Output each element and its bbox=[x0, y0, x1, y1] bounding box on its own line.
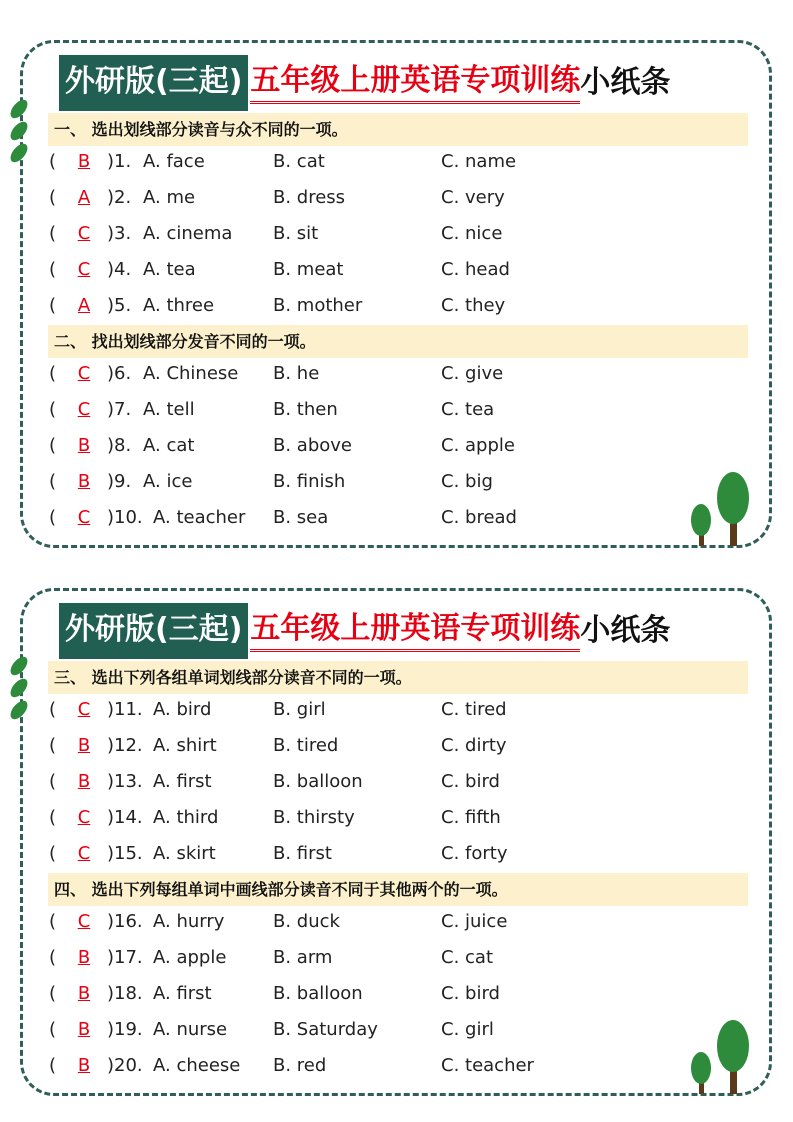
worksheet-card-2 bbox=[20, 588, 772, 1096]
option-b: B. thirsty bbox=[273, 807, 355, 828]
question-number: )15. bbox=[107, 843, 143, 864]
question-number: )3. bbox=[107, 223, 132, 244]
paren: ( bbox=[49, 1019, 57, 1040]
answer: B bbox=[77, 1019, 91, 1040]
option-c: C. cat bbox=[441, 947, 493, 968]
question-row bbox=[49, 836, 749, 872]
option-a: A. tea bbox=[143, 259, 196, 280]
answer: B bbox=[77, 151, 91, 172]
option-c: C. apple bbox=[441, 435, 515, 456]
option-c: C. girl bbox=[441, 1019, 494, 1040]
answer: B bbox=[77, 1055, 91, 1076]
brand-badge: 外研版(三起) bbox=[59, 603, 248, 659]
option-a: A. apple bbox=[153, 947, 227, 968]
option-a: A. nurse bbox=[153, 1019, 228, 1040]
question-row bbox=[49, 1048, 749, 1084]
answer: B bbox=[77, 947, 91, 968]
paren: ( bbox=[49, 947, 57, 968]
question-row bbox=[49, 252, 749, 288]
option-b: B. cat bbox=[273, 151, 325, 172]
question-row bbox=[49, 500, 749, 536]
option-a: A. three bbox=[143, 295, 215, 316]
option-b: B. tired bbox=[273, 735, 339, 756]
paren: ( bbox=[49, 507, 57, 528]
section-heading-1: 一、 选出划线部分读音与众不同的一项。 bbox=[48, 113, 748, 146]
option-b: B. balloon bbox=[273, 771, 363, 792]
question-row bbox=[49, 692, 749, 728]
question-row bbox=[49, 904, 749, 940]
question-number: )17. bbox=[107, 947, 143, 968]
question-number: )6. bbox=[107, 363, 132, 384]
option-c: C. bird bbox=[441, 771, 500, 792]
answer: C bbox=[77, 843, 91, 864]
option-c: C. tea bbox=[441, 399, 495, 420]
option-c: C. big bbox=[441, 471, 493, 492]
section-heading-3: 三、 选出下列各组单词划线部分读音不同的一项。 bbox=[48, 661, 748, 694]
worksheet-card-1 bbox=[20, 40, 772, 548]
option-c: C. bird bbox=[441, 983, 500, 1004]
option-a: A. teacher bbox=[153, 507, 246, 528]
paren: ( bbox=[49, 399, 57, 420]
option-a: A. tell bbox=[143, 399, 195, 420]
question-number: )20. bbox=[107, 1055, 143, 1076]
question-number: )9. bbox=[107, 471, 132, 492]
question-number: )16. bbox=[107, 911, 143, 932]
answer: A bbox=[77, 187, 91, 208]
answer: A bbox=[77, 295, 91, 316]
option-c: C. dirty bbox=[441, 735, 507, 756]
option-b: B. dress bbox=[273, 187, 346, 208]
question-row bbox=[49, 464, 749, 500]
paren: ( bbox=[49, 259, 57, 280]
title-row bbox=[59, 55, 670, 111]
question-number: )18. bbox=[107, 983, 143, 1004]
option-b: B. meat bbox=[273, 259, 344, 280]
option-a: A. face bbox=[143, 151, 205, 172]
option-b: B. red bbox=[273, 1055, 327, 1076]
option-a: A. shirt bbox=[153, 735, 217, 756]
paren: ( bbox=[49, 187, 57, 208]
paren: ( bbox=[49, 295, 57, 316]
question-row bbox=[49, 356, 749, 392]
option-b: B. above bbox=[273, 435, 352, 456]
question-row bbox=[49, 728, 749, 764]
paren: ( bbox=[49, 983, 57, 1004]
title-suffix: 小纸条 bbox=[580, 613, 671, 648]
option-b: B. Saturday bbox=[273, 1019, 378, 1040]
question-row bbox=[49, 940, 749, 976]
option-c: C. give bbox=[441, 363, 504, 384]
question-row bbox=[49, 800, 749, 836]
page-title: 五年级上册英语专项训练 bbox=[250, 610, 580, 652]
paren: ( bbox=[49, 807, 57, 828]
paren: ( bbox=[49, 151, 57, 172]
answer: C bbox=[77, 507, 91, 528]
option-c: C. bread bbox=[441, 507, 517, 528]
question-row bbox=[49, 392, 749, 428]
question-number: )5. bbox=[107, 295, 132, 316]
option-b: B. mother bbox=[273, 295, 363, 316]
paren: ( bbox=[49, 911, 57, 932]
title-row bbox=[59, 603, 670, 659]
question-number: )2. bbox=[107, 187, 132, 208]
paren: ( bbox=[49, 435, 57, 456]
option-b: B. duck bbox=[273, 911, 340, 932]
option-b: B. balloon bbox=[273, 983, 363, 1004]
answer: C bbox=[77, 699, 91, 720]
option-a: A. me bbox=[143, 187, 196, 208]
paren: ( bbox=[49, 771, 57, 792]
answer: B bbox=[77, 471, 91, 492]
answer: B bbox=[77, 983, 91, 1004]
option-b: B. first bbox=[273, 843, 332, 864]
page-title: 五年级上册英语专项训练 bbox=[250, 62, 580, 104]
paren: ( bbox=[49, 471, 57, 492]
question-row bbox=[49, 428, 749, 464]
option-b: B. arm bbox=[273, 947, 333, 968]
question-row bbox=[49, 144, 749, 180]
question-row bbox=[49, 180, 749, 216]
option-a: A. first bbox=[153, 771, 212, 792]
question-number: )1. bbox=[107, 151, 132, 172]
option-b: B. sit bbox=[273, 223, 319, 244]
option-c: C. they bbox=[441, 295, 506, 316]
option-a: A. cinema bbox=[143, 223, 233, 244]
paren: ( bbox=[49, 735, 57, 756]
tree-illustration bbox=[685, 468, 755, 548]
question-number: )8. bbox=[107, 435, 132, 456]
option-a: A. hurry bbox=[153, 911, 225, 932]
option-b: B. sea bbox=[273, 507, 329, 528]
question-number: )10. bbox=[107, 507, 143, 528]
option-c: C. very bbox=[441, 187, 505, 208]
option-c: C. name bbox=[441, 151, 517, 172]
brand-badge: 外研版(三起) bbox=[59, 55, 248, 111]
option-b: B. finish bbox=[273, 471, 346, 492]
option-c: C. head bbox=[441, 259, 510, 280]
question-number: )7. bbox=[107, 399, 132, 420]
question-number: )14. bbox=[107, 807, 143, 828]
paren: ( bbox=[49, 1055, 57, 1076]
answer: C bbox=[77, 363, 91, 384]
option-c: C. forty bbox=[441, 843, 508, 864]
paren: ( bbox=[49, 699, 57, 720]
question-row bbox=[49, 216, 749, 252]
option-b: B. girl bbox=[273, 699, 326, 720]
answer: C bbox=[77, 399, 91, 420]
section-heading-4: 四、 选出下列每组单词中画线部分读音不同于其他两个的一项。 bbox=[48, 873, 748, 906]
answer: B bbox=[77, 735, 91, 756]
answer: C bbox=[77, 911, 91, 932]
option-c: C. teacher bbox=[441, 1055, 534, 1076]
option-a: A. cheese bbox=[153, 1055, 241, 1076]
answer: C bbox=[77, 223, 91, 244]
option-a: A. Chinese bbox=[143, 363, 239, 384]
answer: B bbox=[77, 771, 91, 792]
answer: C bbox=[77, 259, 91, 280]
section-heading-2: 二、 找出划线部分发音不同的一项。 bbox=[48, 325, 748, 358]
option-a: A. ice bbox=[143, 471, 193, 492]
question-row bbox=[49, 764, 749, 800]
option-a: A. cat bbox=[143, 435, 195, 456]
option-a: A. bird bbox=[153, 699, 212, 720]
option-a: A. first bbox=[153, 983, 212, 1004]
paren: ( bbox=[49, 363, 57, 384]
answer: C bbox=[77, 807, 91, 828]
paren: ( bbox=[49, 843, 57, 864]
question-number: )19. bbox=[107, 1019, 143, 1040]
option-a: A. skirt bbox=[153, 843, 216, 864]
question-row bbox=[49, 1012, 749, 1048]
paren: ( bbox=[49, 223, 57, 244]
option-c: C. fifth bbox=[441, 807, 501, 828]
option-c: C. juice bbox=[441, 911, 508, 932]
title-suffix: 小纸条 bbox=[580, 65, 671, 100]
question-number: )13. bbox=[107, 771, 143, 792]
question-number: )12. bbox=[107, 735, 143, 756]
option-c: C. tired bbox=[441, 699, 507, 720]
option-c: C. nice bbox=[441, 223, 503, 244]
tree-illustration bbox=[685, 1016, 755, 1096]
answer: B bbox=[77, 435, 91, 456]
option-b: B. he bbox=[273, 363, 320, 384]
option-a: A. third bbox=[153, 807, 219, 828]
question-row bbox=[49, 288, 749, 324]
question-number: )4. bbox=[107, 259, 132, 280]
question-number: )11. bbox=[107, 699, 143, 720]
option-b: B. then bbox=[273, 399, 338, 420]
question-row bbox=[49, 976, 749, 1012]
